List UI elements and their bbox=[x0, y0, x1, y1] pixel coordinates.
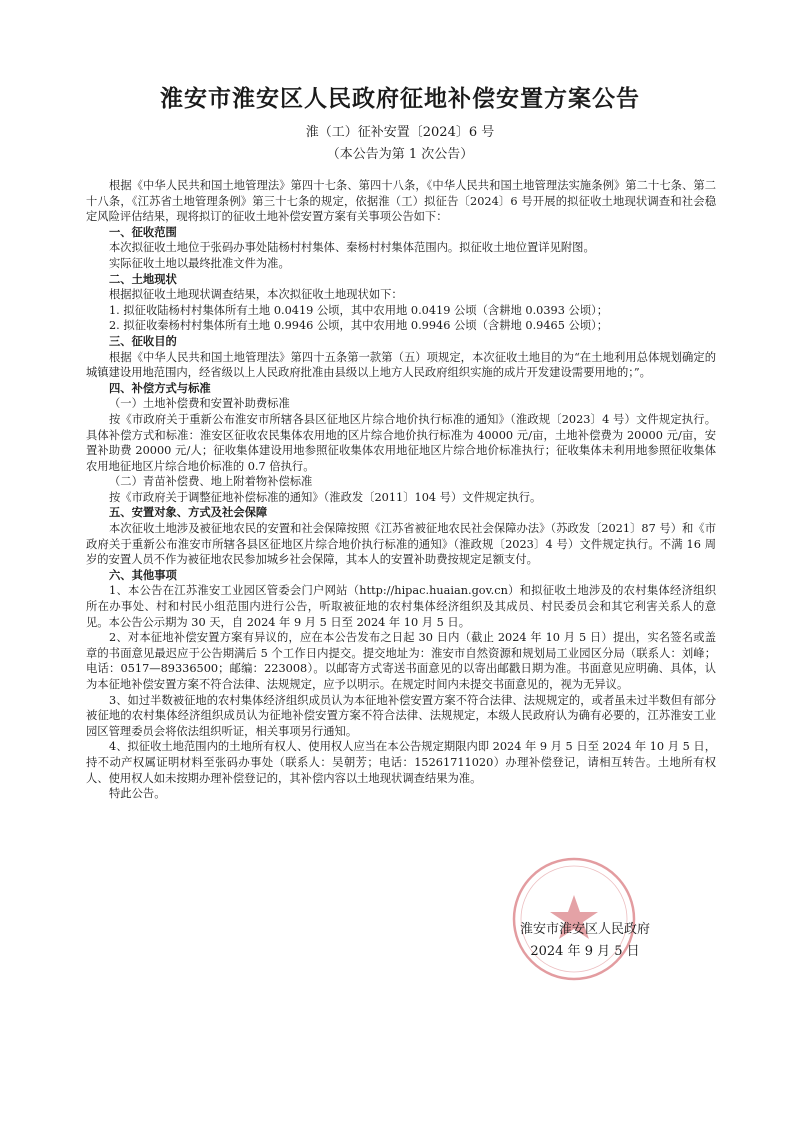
body-paragraph: 根据《中华人民共和国土地管理法》第四十七条、第四十八条，《中华人民共和国土地管理法实施条例》第二十七条、第二十八条，《江苏省土地管理条例》第三十七条的规定，依据淮（工）拟征告〔2024〕6 号开展的拟征收土地现状调查和社会稳定风险评估结果，现将拟订的征收土地补偿安置方案有关事项公告如下： bbox=[86, 179, 716, 224]
body-paragraph: （二）青苗补偿费、地上附着物补偿标准 bbox=[109, 475, 313, 489]
page-title: 淮安市淮安区人民政府征地补偿安置方案公告 bbox=[160, 86, 640, 112]
body-paragraph: 本次拟征收土地位于张码办事处陆杨村村集体、秦杨村村集体范围内。拟征收土地位置详见附图。 bbox=[109, 241, 595, 255]
signature-date: 2024 年 9 月 5 日 bbox=[530, 944, 640, 959]
section-heading: 三、征收目的 bbox=[109, 334, 177, 348]
body-paragraph: 1. 拟征收陆杨村村集体所有土地 0.0419 公顷，其中农用地 0.0419 公顷（含耕地 0.0393 公顷）； bbox=[109, 303, 609, 317]
section-heading: 一、征收范围 bbox=[109, 225, 177, 239]
body-paragraph: 本次征收土地涉及被征地农民的安置和社会保障按照《江苏省被征地农民社会保障办法》（苏政发〔2021〕87 号）和《市政府关于重新公布淮安市所辖各县区征地区片综合地价执行标准的通知》（淮政规〔2023〕4 号）文件规定执行。不满 16 周岁的安置人员不作为被征地农民参加城乡社会保障，其本人的安置补助费按规定足额支付。 bbox=[86, 522, 716, 567]
section-heading: 二、土地现状 bbox=[109, 272, 177, 286]
body-paragraph: （一）土地补偿费和安置补助费标准 bbox=[109, 397, 290, 411]
body-paragraph: 1、本公告在江苏淮安工业园区管委会门户网站（http://hipac.huaian.gov.cn）和拟征收土地涉及的农村集体经济组织所在办事处、村和村民小组范围内进行公告，听取被征地的农村集体经济组织及其成员、村民委员会和其它利害关系人的意见。本公告公示期为 30 天，自 2024 年 9 月 5 日至 2024 年 10 月 5 日。 bbox=[86, 584, 716, 629]
body-paragraph: 按《市政府关于重新公布淮安市所辖各县区征地区片综合地价执行标准的通知》（淮政规〔2023〕4 号）文件规定执行。具体补偿方式和标准：淮安区征收农民集体农用地的区片综合地价执行标准为 40000 元/亩，土地补偿费为 20000 元/亩，安置补助费 20000 元/人；征收集体建设用地参照征收集体农用地征地区片综合地价标准执行；征收集体未利用地参照征收集体农用地征地区片综合地价标准的 0.7 倍执行。 bbox=[86, 412, 716, 473]
document-number: 淮（工）征补安置〔2024〕6 号 bbox=[305, 125, 495, 140]
body-paragraph: 实际征收土地以最终批准文件为准。 bbox=[109, 256, 290, 270]
signature-org: 淮安市淮安区人民政府 bbox=[519, 922, 650, 937]
section-heading: 四、补偿方式与标准 bbox=[109, 381, 211, 395]
section-heading: 六、其他事项 bbox=[109, 568, 177, 582]
body-paragraph: 3、如过半数被征地的农村集体经济组织成员认为本征地补偿安置方案不符合法律、法规规定的，或者虽未过半数但有部分被征地的农村集体经济组织成员认为征地补偿安置方案不符合法律、法规规定，本级人民政府认为确有必要的，江苏淮安工业园区管理委员会将依法组织听证，相关事项另行通知。 bbox=[86, 693, 716, 738]
body-paragraph: 2、对本征地补偿安置方案有异议的，应在本公告发布之日起 30 日内（截止 2024 年 10 月 5 日）提出，实名签名或盖章的书面意见最迟应于公告期满后 5 个工作日内提交。提交地址为：淮安市自然资源和规划局工业园区分局（联系人：刘峰；电话：0517—89336500；邮编：223008）。以邮寄方式寄送书面意见的以寄出邮戳日期为准。书面意见应明确、具体，认为本征地补偿安置方案不符合法律、法规规定，应予以明示。在规定时间内未提交书面意见的，视为无异议。 bbox=[86, 631, 716, 691]
document-body bbox=[86, 178, 716, 802]
notice-count: （本公告为第 1 次公告） bbox=[326, 147, 474, 162]
body-paragraph: 特此公告。 bbox=[109, 787, 166, 801]
section-heading: 五、安置对象、方式及社会保障 bbox=[109, 506, 268, 520]
body-paragraph: 4、拟征收土地范围内的土地所有权人、使用权人应当在本公告规定期限内即 2024 年 9 月 5 日至 2024 年 10 月 5 日，持不动产权属证明材料至张码办事处（联系人：吴朝芳；电话：15261711020）办理补偿登记，请相互转告。土地所有权人、使用权人如未按期办理补偿登记的，其补偿内容以土地现状调查结果为准。 bbox=[86, 740, 716, 785]
body-paragraph: 根据《中华人民共和国土地管理法》第四十五条第一款第（五）项规定，本次征收土地目的为“在土地利用总体规划确定的城镇建设用地范围内，经省级以上人民政府批准由县级以上地方人民政府组织实施的成片开发建设需要用地的；”。 bbox=[86, 350, 716, 380]
body-paragraph: 根据拟征收土地现状调查结果，本次拟征收土地现状如下： bbox=[109, 288, 403, 302]
body-paragraph: 2. 拟征收秦杨村村集体所有土地 0.9946 公顷，其中农用地 0.9946 公顷（含耕地 0.9465 公顷）； bbox=[109, 319, 609, 333]
body-paragraph: 按《市政府关于调整征地补偿标准的通知》（淮政发〔2011〕104 号）文件规定执行。 bbox=[109, 490, 542, 504]
